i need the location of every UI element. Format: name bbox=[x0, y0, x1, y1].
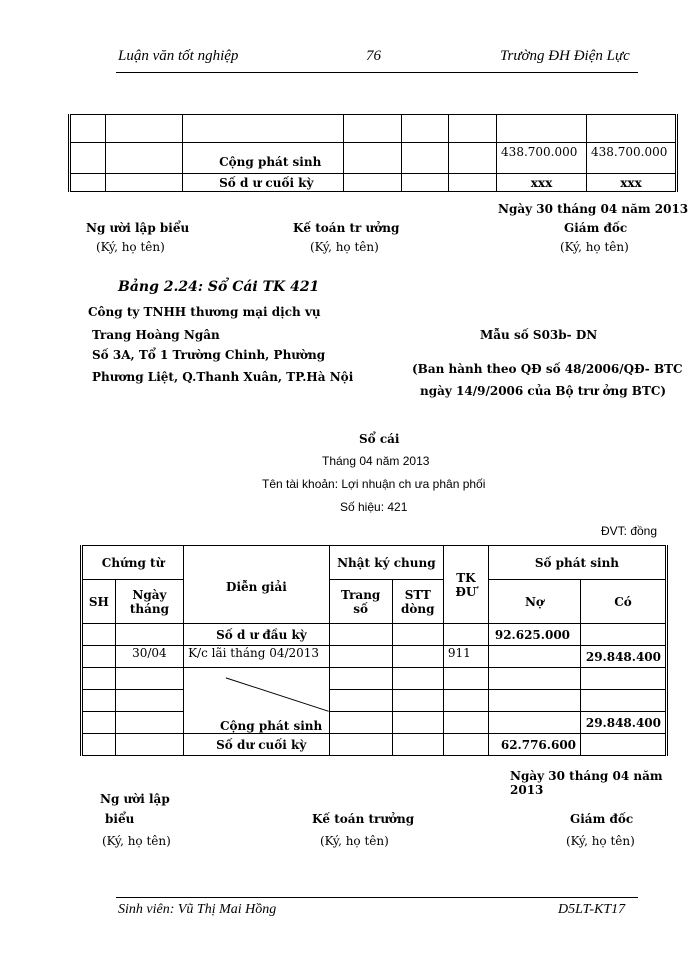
prev-closing-debit: xxx bbox=[497, 174, 587, 192]
header-rule bbox=[116, 72, 638, 73]
col-credit: Có bbox=[581, 580, 667, 624]
col-journal: Nhật ký chung bbox=[329, 546, 443, 580]
ledger-unit: ĐVT: đồng bbox=[601, 524, 658, 538]
col-amount: Số phát sinh bbox=[488, 546, 666, 580]
ledger-table bbox=[80, 545, 668, 756]
footer-student: Sinh viên: Vũ Thị Mai Hồng bbox=[118, 902, 277, 917]
prev-total-label: Cộng phát sinh bbox=[183, 143, 344, 174]
form-issued1: (Ban hành theo QĐ số 48/2006/QĐ- BTC bbox=[412, 362, 683, 376]
sign1-preparer: Ng ười lập biểu bbox=[86, 221, 190, 235]
prev-closing-credit: xxx bbox=[587, 174, 677, 192]
sign1-note-2: (Ký, họ tên) bbox=[310, 240, 379, 254]
closing-label: Số dư cuối kỳ bbox=[184, 734, 330, 756]
entry-tk: 911 bbox=[443, 646, 488, 668]
total-credit: 29.848.400 bbox=[581, 712, 667, 734]
col-debit: Nợ bbox=[488, 580, 580, 624]
entry-credit: 29.848.400 bbox=[581, 646, 667, 668]
sign1-date: Ngày 30 tháng 04 năm 2013 bbox=[498, 202, 689, 216]
ledger-title: Sổ cái bbox=[359, 432, 400, 446]
table-row bbox=[82, 712, 667, 734]
ledger-account-no: Số hiệu: 421 bbox=[340, 500, 408, 514]
company-line2: Trang Hoàng Ngân bbox=[92, 328, 220, 342]
col-line: STT dòng bbox=[392, 580, 443, 624]
table-row bbox=[70, 174, 677, 192]
table-row bbox=[82, 734, 667, 756]
company-address2: Phương Liệt, Q.Thanh Xuân, TP.Hà Nội bbox=[92, 370, 354, 384]
col-tk: TK ĐƯ bbox=[443, 546, 488, 624]
col-sh: SH bbox=[82, 580, 116, 624]
table-header-row bbox=[82, 546, 667, 580]
prev-total-credit: 438.700.000 bbox=[587, 143, 677, 174]
footer-rule bbox=[116, 897, 638, 898]
table-title: Bảng 2.24: Sổ Cái TK 421 bbox=[118, 279, 320, 295]
col-desc: Diễn giải bbox=[184, 546, 330, 624]
footer-class: D5LT-KT17 bbox=[558, 902, 626, 917]
sign2-note-2: (Ký, họ tên) bbox=[320, 834, 389, 848]
opening-debit: 92.625.000 bbox=[488, 624, 580, 646]
sign1-director: Giám đốc bbox=[564, 221, 628, 235]
table-row bbox=[70, 143, 677, 174]
company-address1: Số 3A, Tổ 1 Trường Chinh, Phường bbox=[92, 348, 326, 362]
sign1-note-3: (Ký, họ tên) bbox=[560, 240, 629, 254]
sign2-note-3: (Ký, họ tên) bbox=[566, 834, 635, 848]
ledger-month: Tháng 04 năm 2013 bbox=[322, 454, 430, 468]
table-row bbox=[82, 624, 667, 646]
table-row bbox=[70, 115, 677, 143]
sign1-note-1: (Ký, họ tên) bbox=[96, 240, 165, 254]
entry-date: 30/04 bbox=[115, 646, 183, 668]
table-row bbox=[82, 668, 667, 690]
closing-debit: 62.776.600 bbox=[488, 734, 580, 756]
sign2-director: Giám đốc bbox=[570, 812, 634, 826]
opening-label: Số d ư đầu kỳ bbox=[184, 624, 330, 646]
sign2-preparer2: biểu bbox=[105, 812, 135, 826]
table-row bbox=[82, 690, 667, 712]
page-number: 76 bbox=[366, 48, 381, 64]
total-label: Cộng phát sinh bbox=[220, 719, 323, 733]
col-date: Ngày tháng bbox=[115, 580, 183, 624]
ledger-account-name: Tên tài khoản: Lợi nhuận ch ưa phân phối bbox=[262, 477, 486, 491]
sign2-note-1: (Ký, họ tên) bbox=[102, 834, 171, 848]
col-voucher: Chứng từ bbox=[82, 546, 184, 580]
table-row bbox=[82, 646, 667, 668]
prev-table bbox=[68, 114, 678, 192]
table-header-row bbox=[82, 580, 667, 624]
sign2-preparer1: Ng ười lập bbox=[100, 792, 170, 806]
entry-desc: K/c lãi tháng 04/2013 bbox=[184, 646, 330, 668]
sign2-accountant: Kế toán trưởng bbox=[312, 812, 415, 826]
form-code: Mẫu số S03b- DN bbox=[480, 328, 598, 342]
prev-total-debit: 438.700.000 bbox=[497, 143, 587, 174]
sign2-date: Ngày 30 tháng 04 năm 2013 bbox=[510, 769, 663, 797]
col-page: Trang số bbox=[329, 580, 392, 624]
prev-closing-label: Số d ư cuối kỳ bbox=[183, 174, 344, 192]
sign1-accountant: Kế toán tr ưởng bbox=[293, 221, 400, 235]
header-right: Trường ĐH Điện Lực bbox=[500, 48, 630, 64]
company-name: Công ty TNHH thương mại dịch vụ bbox=[88, 305, 321, 319]
header-left: Luận văn tốt nghiệp bbox=[118, 48, 239, 64]
form-issued2: ngày 14/9/2006 của Bộ trư ởng BTC) bbox=[420, 384, 667, 398]
